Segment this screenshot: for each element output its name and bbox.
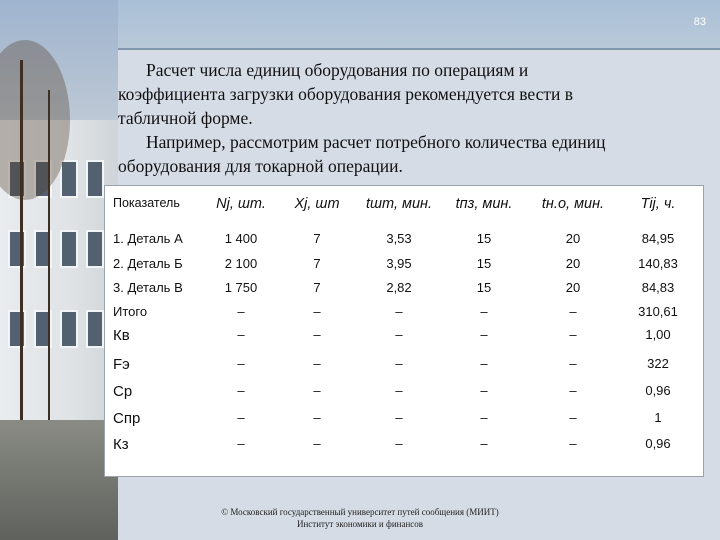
table-cell: –: [313, 327, 321, 342]
table-cell: –: [395, 327, 403, 342]
window: [8, 310, 26, 348]
table-cell: –: [480, 383, 488, 398]
table-cell: 2 100: [224, 256, 258, 271]
table-cell: –: [237, 383, 245, 398]
row-label: Спр: [113, 410, 141, 427]
paragraph-line: Расчет числа единиц оборудования по операциям и: [146, 60, 529, 80]
table-cell: 140,83: [638, 256, 678, 271]
building-photo: [0, 0, 118, 540]
footer: [200, 506, 520, 530]
row-label: Ср: [113, 383, 133, 400]
header-cell: Tij, ч.: [640, 196, 676, 212]
row-label: Кв: [113, 327, 130, 344]
table-cell: –: [395, 304, 403, 319]
row-label: 3. Деталь В: [113, 280, 183, 295]
table-cell: 15: [476, 280, 492, 295]
table-cell: 1,00: [645, 327, 671, 342]
header-band: [118, 0, 720, 48]
table-cell: –: [395, 356, 403, 371]
table-cell: 322: [647, 356, 669, 371]
header-cell: Показатель: [113, 196, 180, 210]
page-number: 83: [693, 16, 706, 28]
table-cell: 3,95: [386, 256, 412, 271]
window: [60, 230, 78, 268]
table-cell: –: [237, 436, 245, 451]
table-cell: –: [569, 304, 577, 319]
equipment-table: [104, 185, 704, 477]
row-label: Итого: [113, 304, 148, 319]
paragraph-line: Например, рассмотрим расчет потребного количества единиц: [146, 132, 606, 152]
window: [86, 230, 104, 268]
header-cell: tпз, мин.: [455, 196, 513, 212]
table-cell: –: [395, 383, 403, 398]
window: [86, 160, 104, 198]
row-label: 2. Деталь Б: [113, 256, 183, 271]
window: [86, 310, 104, 348]
table-cell: –: [313, 383, 321, 398]
row-label: Кз: [113, 436, 129, 453]
table-cell: –: [313, 436, 321, 451]
header-cell: tн.о, мин.: [541, 196, 605, 212]
table-cell: –: [569, 436, 577, 451]
table-cell: 7: [313, 231, 321, 246]
table-cell: –: [237, 304, 245, 319]
header-cell: Xj, шт: [294, 196, 340, 212]
table-cell: 84,83: [641, 280, 675, 295]
table-cell: –: [237, 356, 245, 371]
row-label: 1. Деталь А: [113, 231, 183, 246]
table-cell: 20: [565, 256, 581, 271]
table-cell: 7: [313, 280, 321, 295]
tree-trunk: [48, 90, 50, 430]
tree-trunk: [20, 60, 23, 440]
table-cell: 7: [313, 256, 321, 271]
ground: [0, 420, 118, 540]
table-cell: –: [395, 410, 403, 425]
table-cell: 1 750: [224, 280, 258, 295]
table-cell: 2,82: [386, 280, 412, 295]
table-cell: –: [569, 327, 577, 342]
table-cell: –: [569, 410, 577, 425]
table-cell: –: [237, 327, 245, 342]
table-cell: –: [480, 436, 488, 451]
table-cell: –: [569, 383, 577, 398]
table-cell: 1: [654, 410, 662, 425]
table-cell: 3,53: [386, 231, 412, 246]
table-cell: –: [480, 356, 488, 371]
row-label: Fэ: [113, 356, 130, 373]
table-cell: 20: [565, 280, 581, 295]
paragraph-line: табличной форме.: [118, 108, 253, 128]
table-cell: –: [569, 356, 577, 371]
header-cell: Nj, шт.: [216, 196, 266, 212]
table-cell: 20: [565, 231, 581, 246]
paragraph-line: оборудования для токарной операции.: [118, 156, 403, 176]
table-cell: –: [313, 356, 321, 371]
table-cell: –: [395, 436, 403, 451]
table-cell: –: [480, 304, 488, 319]
table-cell: –: [237, 410, 245, 425]
table-cell: –: [480, 327, 488, 342]
table-cell: –: [313, 410, 321, 425]
table-cell: 15: [476, 256, 492, 271]
footer-institute: Институт экономики и финансов: [296, 519, 424, 529]
header-cell: tшт, мин.: [365, 196, 433, 212]
footer-copyright: © Московский государственный университет путей сообщения (МИИТ): [221, 507, 499, 517]
table-cell: –: [480, 410, 488, 425]
window: [60, 310, 78, 348]
table-cell: 84,95: [641, 231, 675, 246]
table-cell: 310,61: [638, 304, 678, 319]
table-cell: 1 400: [224, 231, 258, 246]
table-cell: 0,96: [645, 383, 671, 398]
window: [60, 160, 78, 198]
paragraph-line: коэффициента загрузки оборудования рекомендуется вести в: [118, 84, 574, 104]
table-cell: 0,96: [645, 436, 671, 451]
window: [8, 230, 26, 268]
table-cell: 15: [476, 231, 492, 246]
table-cell: –: [313, 304, 321, 319]
